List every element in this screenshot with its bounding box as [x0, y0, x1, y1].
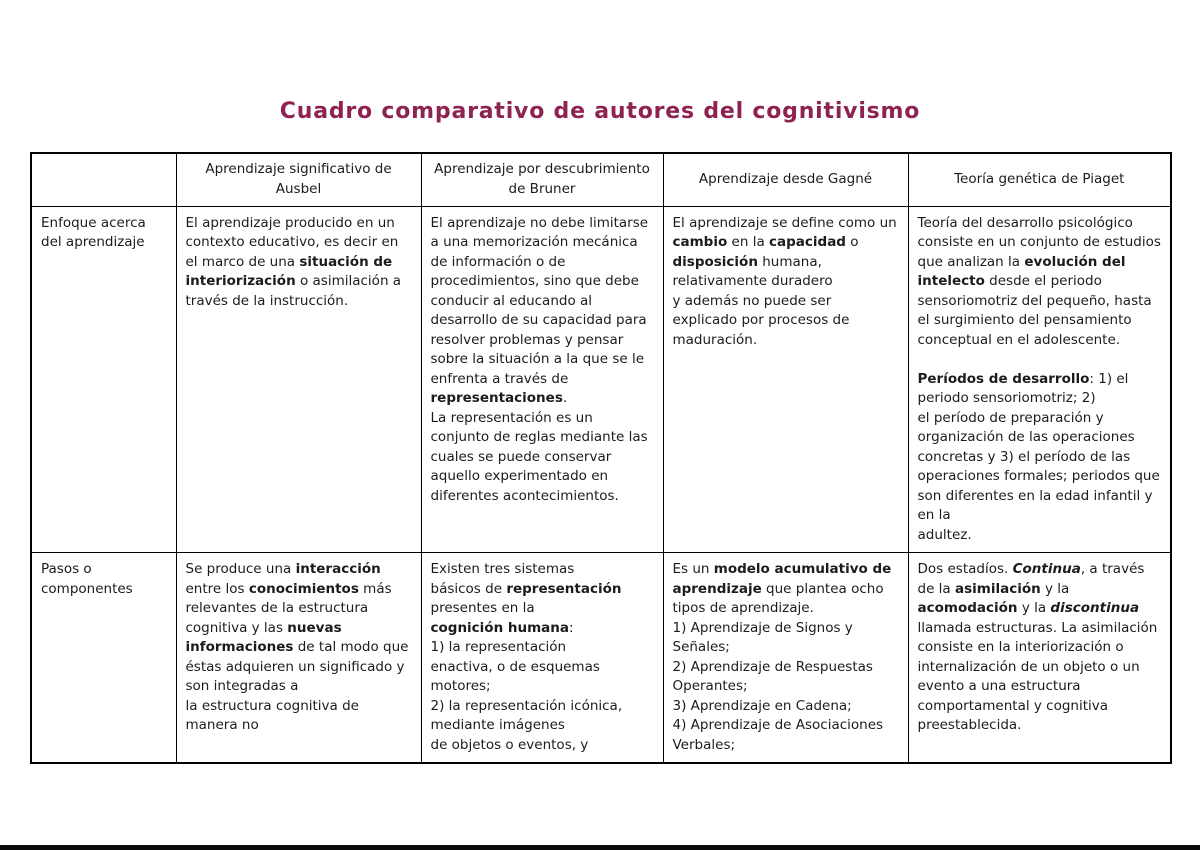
bottom-edge-bar — [0, 845, 1200, 850]
cell-enfoque-gagne: El aprendizaje se define como un cambio en la capacidad o disposición humana, relativamente duradero y además no puede ser explicado por procesos de maduración. — [663, 206, 908, 553]
cell-pasos-piaget: Dos estadíos. Continua, a través de la asimilación y la acomodación y la discontinua llamada estructuras. La asimilación consiste en la interiorización o internalización de un objeto o un evento a una estructura comportamental y cognitiva preestablecida. — [908, 553, 1171, 764]
header-cell-bruner: Aprendizaje por descubrimiento de Bruner — [421, 153, 663, 206]
table-row-pasos — [31, 553, 1171, 764]
cell-enfoque-ausbel: El aprendizaje producido en un contexto educativo, es decir en el marco de una situación de interiorización o asimilación a través de la instrucción. — [176, 206, 421, 553]
header-cell-piaget: Teoría genética de Piaget — [908, 153, 1171, 206]
cell-pasos-gagne: Es un modelo acumulativo de aprendizaje que plantea ocho tipos de aprendizaje. 1) Aprendizaje de Signos y Señales; 2) Aprendizaje de Respuestas Operantes; 3) Aprendizaje en Cadena; 4) Aprendizaje de Asociaciones Verbales; — [663, 553, 908, 764]
page-title: Cuadro comparativo de autores del cognitivismo — [279, 99, 921, 124]
comparison-table — [30, 152, 1172, 764]
header-cell-ausbel: Aprendizaje significativo de Ausbel — [176, 153, 421, 206]
row-label-pasos: Pasos o componentes — [31, 553, 176, 764]
header-cell-empty — [31, 153, 176, 206]
table-row-enfoque — [31, 206, 1171, 553]
row-label-enfoque: Enfoque acerca del aprendizaje — [31, 206, 176, 553]
cell-pasos-bruner: Existen tres sistemas básicos de representación presentes en la cognición humana: 1) la representación enactiva, o de esquemas motores; 2) la representación icónica, mediante imágenes de objetos o eventos, y — [421, 553, 663, 764]
cell-pasos-ausbel: Se produce una interacción entre los conocimientos más relevantes de la estructura cognitiva y las nuevas informaciones de tal modo que éstas adquieren un significado y son integradas a la estructura cognitiva de manera no — [176, 553, 421, 764]
cell-enfoque-piaget: Teoría del desarrollo psicológico consiste en un conjunto de estudios que analizan la evolución del intelecto desde el periodo sensoriomotriz del pequeño, hasta el surgimiento del pensamiento conceptual en el adolescente. Períodos de desarrollo: 1) el periodo sensoriomotriz; 2) el período de preparación y organización de las operaciones concretas y 3) el período de las operaciones formales; periodos que son diferentes en la edad infantil y en la adultez. — [908, 206, 1171, 553]
cell-enfoque-bruner: El aprendizaje no debe limitarse a una memorización mecánica de información o de procedimientos, sino que debe conducir al educando al desarrollo de su capacidad para resolver problemas y pensar sobre la situación a la que se le enfrenta a través de representaciones. La representación es un conjunto de reglas mediante las cuales se puede conservar aquello experimentado en diferentes acontecimientos. — [421, 206, 663, 553]
header-cell-gagne: Aprendizaje desde Gagné — [663, 153, 908, 206]
header-row — [31, 153, 1171, 206]
